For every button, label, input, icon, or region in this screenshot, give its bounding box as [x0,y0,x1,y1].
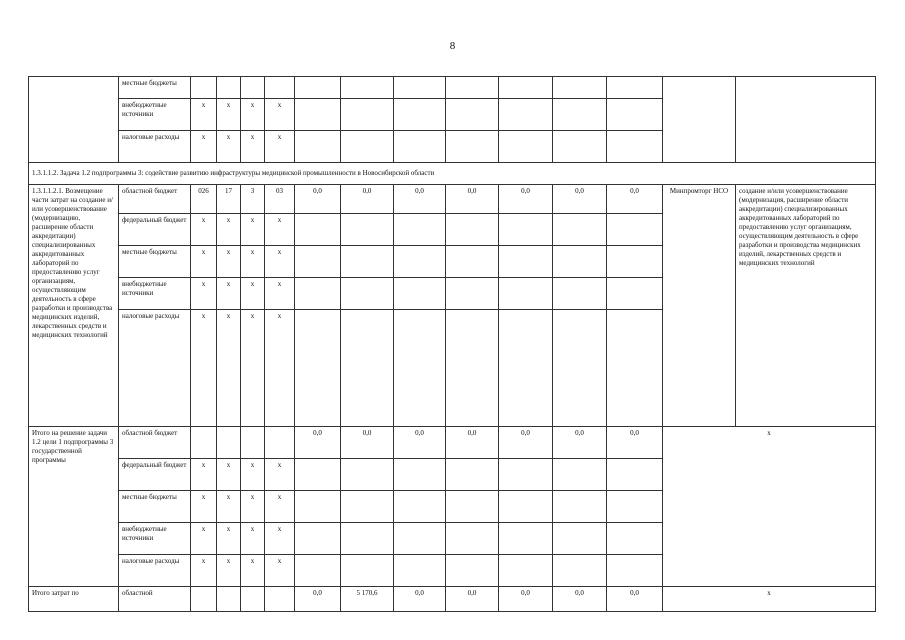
empty-cell [446,214,499,246]
mark-cell: х [191,459,217,491]
source-cell: местные бюджеты [119,491,191,523]
source-cell: внебюджетные источники [119,523,191,555]
empty-cell [446,523,499,555]
mark-cell: х [191,523,217,555]
value-cell: 0,0 [295,587,341,612]
executor-cell: Минпромторг НСО [663,185,736,427]
value-cell: 0,0 [341,185,394,214]
mark-cell: х [265,214,295,246]
empty-cell [553,555,607,587]
empty-cell [394,555,446,587]
value-cell: 0,0 [394,185,446,214]
value-cell: 0,0 [553,427,607,459]
empty-cell [341,131,394,163]
empty-cell [341,77,394,99]
empty-cell [446,77,499,99]
mark-cell: х [191,246,217,278]
mark-cell: х [265,99,295,131]
empty-cell [663,77,736,163]
empty-cell [217,587,241,612]
page-number: 8 [449,40,456,52]
empty-cell [446,555,499,587]
subtotal-name: Итого на решение задачи 1.2 цели 1 подпрограммы 3 государственной программы [29,427,119,587]
empty-cell [341,555,394,587]
mark-cell: х [265,555,295,587]
mark-cell: х [241,131,265,163]
value-cell: 0,0 [499,587,553,612]
empty-cell [607,77,663,99]
mark-cell: х [241,523,265,555]
result-cell: создание и/или усовершенствование (модернизация, расширение области аккредитации) специализированных аккредитованных лабораторий по предоставлению услуг организациям, осуществляющим деятельность в сфере разработки и производства медицинских изделий, лекарственных средств и медицинских технологий [736,185,876,427]
empty-cell [394,459,446,491]
section-task-title: 1.3.1.1.2. Задача 1.2 подпрограммы 3: содействие развитию инфраструктуры медицинской промышленности в Новосибирской области [29,163,876,185]
mark-cell: х [191,555,217,587]
mark-cell: х [217,99,241,131]
value-cell: 0,0 [607,185,663,214]
section-row [29,163,876,185]
empty-cell [499,278,553,310]
empty-cell [341,310,394,427]
mark-cell: х [217,523,241,555]
value-cell: 0,0 [295,185,341,214]
empty-cell [607,131,663,163]
empty-cell [607,459,663,491]
mark-cell: х [265,246,295,278]
mark-cell: х [241,278,265,310]
empty-cell [446,131,499,163]
empty-cell [394,491,446,523]
empty-cell [394,99,446,131]
total-mark: х [663,587,876,612]
empty-cell [394,278,446,310]
mark-cell: х [241,310,265,427]
empty-cell [295,523,341,555]
subtotal-mark: х [663,427,876,587]
value-cell: 5 170,6 [341,587,394,612]
empty-cell [191,587,217,612]
value-cell: 0,0 [553,587,607,612]
empty-cell [191,427,217,459]
empty-cell [607,523,663,555]
value-cell: 0,0 [607,587,663,612]
mark-cell: х [217,459,241,491]
value-cell: 0,0 [607,427,663,459]
table-row [29,587,876,612]
empty-cell [394,310,446,427]
source-cell: внебюджетные источники [119,278,191,310]
value-cell: 0,0 [499,427,553,459]
mark-cell: х [265,310,295,427]
empty-cell [446,278,499,310]
source-cell: налоговые расходы [119,310,191,427]
empty-cell [341,491,394,523]
mark-cell: х [241,555,265,587]
empty-cell [295,246,341,278]
mark-cell: х [217,246,241,278]
source-cell: местные бюджеты [119,246,191,278]
empty-cell [553,77,607,99]
empty-cell [295,555,341,587]
source-cell: областной бюджет [119,427,191,459]
empty-cell [553,131,607,163]
mark-cell: х [217,131,241,163]
empty-cell [553,459,607,491]
empty-cell [217,427,241,459]
empty-cell [446,491,499,523]
empty-cell [394,214,446,246]
empty-cell [607,214,663,246]
empty-cell [499,99,553,131]
empty-cell [295,99,341,131]
mark-cell: х [191,214,217,246]
value-cell: 0,0 [446,427,499,459]
empty-cell [265,427,295,459]
mark-cell: х [217,555,241,587]
empty-cell [499,77,553,99]
empty-cell [499,459,553,491]
value-cell: 0,0 [295,427,341,459]
value-cell: 0,0 [394,427,446,459]
empty-cell [295,310,341,427]
empty-cell [607,555,663,587]
empty-cell [341,523,394,555]
pr-code: 3 [241,185,265,214]
empty-cell [394,77,446,99]
empty-cell [295,278,341,310]
mark-cell: х [191,278,217,310]
csr-code: 03 [265,185,295,214]
mark-cell: х [241,491,265,523]
empty-cell [341,246,394,278]
mark-cell: х [265,278,295,310]
mark-cell: х [217,278,241,310]
empty-cell [607,310,663,427]
value-cell: 0,0 [341,427,394,459]
mark-cell: х [265,131,295,163]
empty-cell [394,131,446,163]
empty-cell [241,427,265,459]
empty-cell [499,310,553,427]
empty-cell [241,587,265,612]
mark-cell: х [217,310,241,427]
mark-cell: х [265,523,295,555]
empty-cell [295,77,341,99]
empty-cell [341,214,394,246]
mark-cell: х [241,99,265,131]
empty-cell [553,491,607,523]
empty-cell [553,246,607,278]
mark-cell: х [191,310,217,427]
empty-cell [553,310,607,427]
empty-cell [499,131,553,163]
empty-cell [217,77,241,99]
mark-cell: х [191,131,217,163]
mark-cell: х [241,459,265,491]
empty-cell [265,587,295,612]
mark-cell: х [241,214,265,246]
empty-cell [295,214,341,246]
value-cell: 0,0 [446,185,499,214]
mark-cell: х [191,491,217,523]
empty-cell [341,99,394,131]
empty-cell [341,278,394,310]
table-row [29,427,876,459]
empty-cell [341,459,394,491]
empty-cell [607,491,663,523]
budget-table [28,76,876,612]
measure-name: 1.3.1.1.2.1. Возмещение части затрат на создание и/или усовершенствование (модернизацию, расширение области аккредитации) специализированных аккредитованных лабораторий по предоставлению услуг организациям, осуществляющим деятельность в сфере разработки и производства медицинских изделий, лекарственных средств и медицинских технологий [29,185,119,427]
empty-cell [499,555,553,587]
empty-cell [607,99,663,131]
total-name: Итого затрат по [29,587,119,612]
empty-cell [499,246,553,278]
empty-cell [241,77,265,99]
table-row [29,185,876,214]
empty-cell [265,77,295,99]
empty-cell [553,214,607,246]
mark-cell: х [241,246,265,278]
empty-cell [499,491,553,523]
value-cell: 0,0 [499,185,553,214]
empty-cell [394,523,446,555]
value-cell: 0,0 [446,587,499,612]
source-cell: внебюджетные источники [119,99,191,131]
empty-cell [736,77,876,163]
mark-cell: х [265,491,295,523]
value-cell: 0,0 [553,185,607,214]
empty-cell [446,99,499,131]
empty-cell [607,246,663,278]
value-cell: 0,0 [394,587,446,612]
table-row [29,77,876,99]
empty-cell [295,491,341,523]
empty-cell [553,99,607,131]
empty-cell [553,523,607,555]
source-cell: местные бюджеты [119,77,191,99]
grbs-code: 026 [191,185,217,214]
empty-cell [553,278,607,310]
empty-cell [446,310,499,427]
empty-cell [191,77,217,99]
empty-cell [295,131,341,163]
mark-cell: х [217,214,241,246]
source-cell: областной бюджет [119,185,191,214]
empty-cell [499,214,553,246]
source-cell: налоговые расходы [119,555,191,587]
rz-code: 17 [217,185,241,214]
empty-cell [446,459,499,491]
empty-cell [394,246,446,278]
name-cell [29,77,119,163]
mark-cell: х [265,459,295,491]
source-cell: областной [119,587,191,612]
mark-cell: х [191,99,217,131]
empty-cell [446,246,499,278]
empty-cell [607,278,663,310]
mark-cell: х [217,491,241,523]
source-cell: федеральный бюджет [119,214,191,246]
empty-cell [295,459,341,491]
source-cell: федеральный бюджет [119,459,191,491]
empty-cell [499,523,553,555]
source-cell: налоговые расходы [119,131,191,163]
